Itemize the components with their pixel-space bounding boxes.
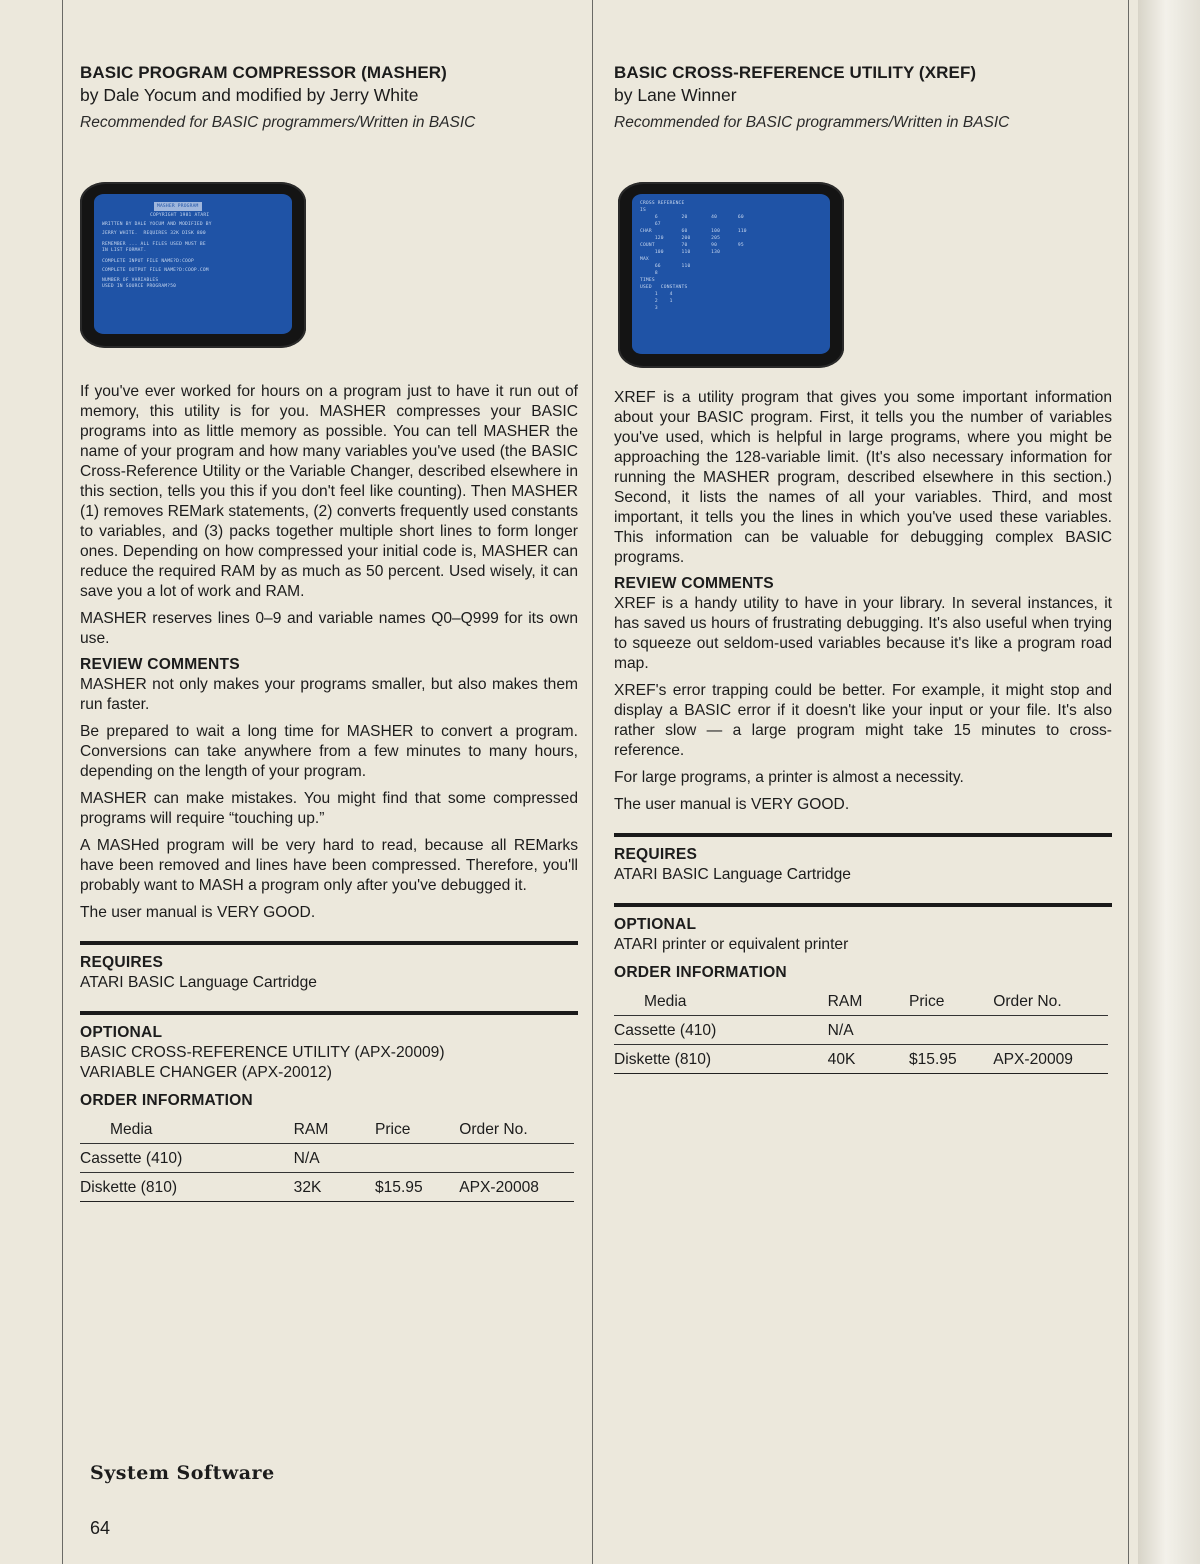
screen-line: 120 200 205 [640, 236, 721, 241]
description-paragraph: If you've ever worked for hours on a program just to have it run out of memory, this utility is for you. MASHER compresses your BASIC programs into as little memory as possible. You can tell MASHER the name of your program and how many variables you've used (the BASIC Cross-Reference Utility or the Variable Changer, described elsewhere in this section, tells you this if you don't feel like counting). Then MASHER (1) removes REMark statements, (2) converts frequently used constants to variables, and (3) packs together multiple short lines to form longer ones. Depending on how compressed your initial code is, MASHER can reduce the required RAM by as much as 50 percent. Used wisely, it can save you a lot of work and RAM. [80, 383, 578, 600]
column-header: Price [375, 1117, 459, 1144]
right-column-article [614, 62, 1112, 1074]
review-paragraph: XREF is a handy utility to have in your library. In several instances, it has saved us hours of frustrating debugging. It's also useful when trying to squeeze out seldom-used variables because it's like a program road map. [614, 595, 1112, 672]
column-header: Order No. [459, 1117, 574, 1144]
optional-item: VARIABLE CHANGER (APX-20012) [80, 1064, 332, 1081]
screen-line: USED CONSTANTS [640, 285, 688, 290]
screen-line: IS [640, 208, 646, 213]
review-paragraph: A MASHed program will be very hard to read, because all REMarks have been removed and lines have been compressed. Therefore, you'll probably want to MASH a program only after you've debugged it. [80, 837, 578, 894]
table-row [614, 1016, 1108, 1045]
article-title: BASIC CROSS-REFERENCE UTILITY (XREF) [614, 63, 977, 82]
table-cell [909, 1016, 993, 1045]
order-table-header [80, 1117, 574, 1144]
column-divider [592, 0, 593, 1564]
table-row [614, 1045, 1108, 1074]
table-cell: N/A [294, 1144, 375, 1173]
left-margin-rule [62, 0, 63, 1564]
table-cell: Diskette (810) [614, 1045, 828, 1074]
screen-line: MASHER PROGRAM [94, 202, 292, 211]
requires-heading: REQUIRES [614, 846, 698, 863]
screen-line: IN LIST FORMAT. [102, 248, 147, 253]
screen-line: TIMES [640, 278, 655, 283]
recommended-line: Recommended for BASIC programmers/Written in BASIC [80, 114, 476, 131]
page-number: 64 [90, 1518, 111, 1538]
screen-line: 8 [640, 271, 658, 276]
table-cell: Cassette (410) [614, 1016, 828, 1045]
table-cell: APX-20009 [993, 1045, 1108, 1074]
review-comments-heading: REVIEW COMMENTS [614, 575, 774, 592]
screen-line: MAX [640, 257, 649, 262]
screen-line: 100 110 130 [640, 250, 721, 255]
column-header: RAM [828, 989, 909, 1016]
section-rule [80, 1011, 578, 1015]
section-rule [80, 941, 578, 945]
table-cell: Diskette (810) [80, 1173, 294, 1202]
table-cell [375, 1144, 459, 1173]
screen-line: WRITTEN BY DALE YOCUM AND MODIFIED BY [102, 222, 212, 227]
optional-item: BASIC CROSS-REFERENCE UTILITY (APX-20009) [80, 1044, 445, 1061]
column-header: Price [909, 989, 993, 1016]
table-row [80, 1144, 574, 1173]
review-paragraph: XREF's error trapping could be better. For example, it might stop and display a BASIC error if it doesn't like your input or your file. It's also rather slow — a large program might take 15 minutes to cross-reference. [614, 682, 1112, 759]
requires-item: ATARI BASIC Language Cartridge [614, 866, 851, 883]
section-rule [614, 903, 1112, 907]
screen-line: COUNT 70 90 95 [640, 243, 744, 248]
screen-line: COMPLETE INPUT FILE NAME?D:COOP [102, 259, 194, 264]
screen-line: 3 [640, 306, 658, 311]
screen-line: 2 1 [640, 299, 673, 304]
section-rule [614, 833, 1112, 837]
monitor-screenshot [80, 182, 306, 348]
table-cell [993, 1016, 1108, 1045]
description-paragraph: XREF is a utility program that gives you some important information about your BASIC program. First, it tells you the number of variables you've used, which is helpful in large programs, where you might be approaching the 128-variable limit. (It's also necessary information for running the MASHER program, described elsewhere in this section.) Second, it lists the names of all your variables. Third, and most important, it tells you the lines in which you've used these variables. This information can be valuable for debugging complex BASIC programs. [614, 389, 1112, 566]
column-header: Order No. [993, 989, 1108, 1016]
review-paragraph: The user manual is VERY GOOD. [614, 796, 850, 813]
screen-line: 67 [640, 222, 661, 227]
order-information-heading: ORDER INFORMATION [614, 964, 787, 981]
table-cell: N/A [828, 1016, 909, 1045]
screen-line: COPYRIGHT 1981 ATARI [150, 213, 210, 218]
review-paragraph: The user manual is VERY GOOD. [80, 904, 316, 921]
right-margin-rule [1128, 0, 1129, 1564]
article-title: BASIC PROGRAM COMPRESSOR (MASHER) [80, 63, 447, 82]
review-paragraph: For large programs, a printer is almost a necessity. [614, 769, 964, 786]
column-header: RAM [294, 1117, 375, 1144]
optional-item: ATARI printer or equivalent printer [614, 936, 849, 953]
review-paragraph: Be prepared to wait a long time for MASHER to convert a program. Conversions can take anywhere from a few minutes to many hours, depending on the length of your program. [80, 723, 578, 780]
review-comments-heading: REVIEW COMMENTS [80, 656, 240, 673]
screen-line: 1 4 [640, 292, 673, 297]
order-information-heading: ORDER INFORMATION [80, 1092, 253, 1109]
column-header: Media [80, 1117, 294, 1144]
order-table-header [614, 989, 1108, 1016]
screen-line: NUMBER OF VARIABLES [102, 278, 159, 283]
requires-heading: REQUIRES [80, 954, 164, 971]
requires-item: ATARI BASIC Language Cartridge [80, 974, 317, 991]
left-column-article [80, 62, 578, 1202]
table-cell: $15.95 [375, 1173, 459, 1202]
table-cell: APX-20008 [459, 1173, 574, 1202]
table-cell: 40K [828, 1045, 909, 1074]
screen-line: CROSS REFERENCE [640, 201, 685, 206]
table-cell [459, 1144, 574, 1173]
recommended-line: Recommended for BASIC programmers/Written in BASIC [614, 114, 1010, 131]
screen-line: JERRY WHITE. REQUIRES 32K DISK 800 [102, 231, 206, 236]
optional-heading: OPTIONAL [614, 916, 697, 933]
screen-display [94, 194, 292, 334]
review-paragraph: MASHER can make mistakes. You might find that some compressed programs will require “touching up.” [80, 790, 578, 827]
screen-line: USED IN SOURCE PROGRAM?50 [102, 284, 177, 289]
screen-line: REMEMBER ... ALL FILES USED MUST BE [102, 242, 206, 247]
article-byline: by Lane Winner [614, 85, 737, 105]
description-paragraph: MASHER reserves lines 0–9 and variable names Q0–Q999 for its own use. [80, 610, 578, 647]
optional-heading: OPTIONAL [80, 1024, 163, 1041]
column-header: Media [614, 989, 828, 1016]
screen-line: 66 110 [640, 264, 691, 269]
table-cell: 32K [294, 1173, 375, 1202]
screen-line: CHAR 60 100 110 [640, 229, 747, 234]
monitor-screenshot [618, 182, 844, 368]
table-cell: Cassette (410) [80, 1144, 294, 1173]
table-cell: $15.95 [909, 1045, 993, 1074]
screen-line: 6 20 40 60 [640, 215, 744, 220]
order-table [80, 1117, 574, 1202]
section-footer: System Software [90, 1462, 275, 1484]
order-table [614, 989, 1108, 1074]
table-row [80, 1173, 574, 1202]
screen-line: COMPLETE OUTPUT FILE NAME?D:COOP.COM [102, 268, 209, 273]
screen-display [632, 194, 830, 354]
article-byline: by Dale Yocum and modified by Jerry White [80, 85, 419, 105]
page-edge [1138, 0, 1200, 1564]
review-paragraph: MASHER not only makes your programs smaller, but also makes them run faster. [80, 676, 578, 713]
